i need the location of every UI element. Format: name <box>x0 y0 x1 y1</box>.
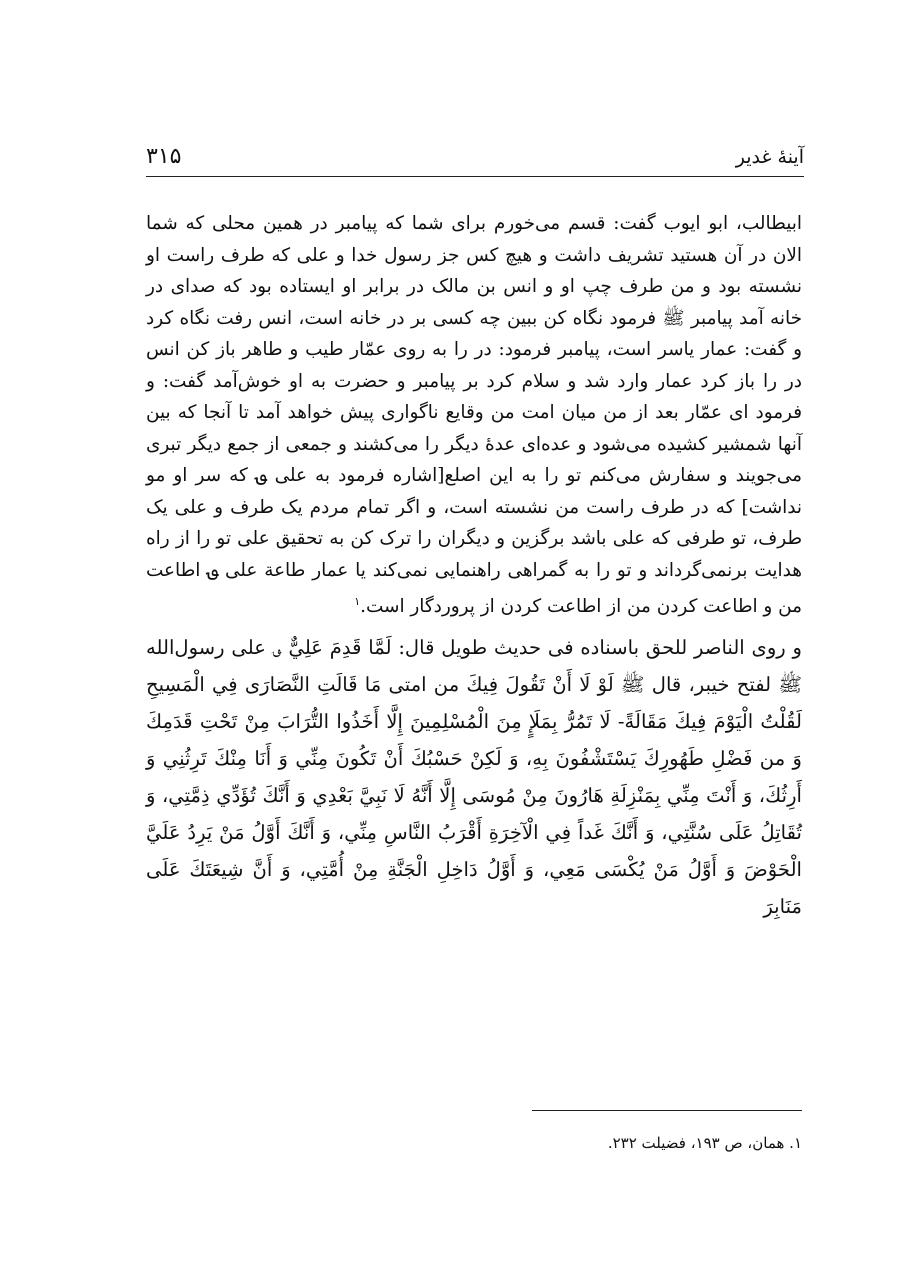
footnote-divider <box>532 1110 802 1111</box>
book-title: آینهٔ غدیر <box>735 146 804 168</box>
footnote: ۱. همان، ص ۱۹۳، فضیلت ۲۳۲. <box>607 1134 802 1152</box>
running-header <box>146 142 804 177</box>
page-number: ۳۱۵ <box>146 144 182 169</box>
paragraph-persian <box>146 208 802 623</box>
paragraph-text: و روی الناصر للحق باسناده فی حدیث طویل قال: لَمَّا قَدِمَ عَلِيٌّ ؈ علی رسول‌الله ﷺ لفتح خیبر، قال ﷺ لَوْ لَا أَنْ تَقُولَ فِيكَ من امتی مَا قَالَتِ النَّصَارَى فِي الْمَسِيحِ لَقُلْتُ الْيَوْمَ فِيكَ مَقَالَةً- لَا تَمُرُّ بِمَلَإٍ مِنَ الْمُسْلِمِينَ إِلَّا أَخَذُوا التُّرَابَ مِنْ تَحْتِ قَدَمِكَ وَ من فَضْلِ طَهُورِكَ يَسْتَشْفُونَ بِهِ، وَ لَكِنْ حَسْبُكَ أَنْ تَكُونَ مِنِّي وَ أَنَا مِنْكَ تَرِثُنِي وَ أَرِثُكَ، وَ أَنْتَ مِنِّي بِمَنْزِلَةِ هَارُونَ مِنْ مُوسَى إِلَّا أَنَّهُ لَا نَبِيَّ بَعْدِي وَ أَنَّكَ تُؤَدِّي ذِمَّتِي، وَ تُقَاتِلُ عَلَى سُنَّتِي، وَ أَنَّكَ غَداً فِي الْآخِرَةِ أَقْرَبُ النَّاسِ مِنِّي، وَ أَنَّكَ أَوَّلُ مَنْ يَرِدُ عَلَيَّ الْحَوْضَ وَ أَوَّلُ مَنْ يُكْسَى مَعِي، وَ أَوَّلُ دَاخِلِ الْجَنَّةِ مِنْ أُمَّتِي، وَ أَنَّ شِيعَتَكَ عَلَى مَنَابِرَ <box>146 635 802 918</box>
body-text <box>146 208 802 925</box>
paragraph-arabic <box>146 629 802 925</box>
paragraph-text: ابیطالب، ابو ایوب گفت: قسم می‌خورم برای شما که پیامبر در همین محلی که شما الان در آن هستید تشریف داشت و هیچ کس جز رسول خدا و علی که طرف راست او نشسته بود و من طرف چپ او و انس بن مالک در برابر او ایستاده بود که صدای در خانه آمد پیامبر ﷺ فرمود نگاه کن ببین چه کسی بر در خانه است، انس رفت نگاه کرد و گفت: عمار یاسر است، پیامبر فرمود: در را به روی عمّار طیب و طاهر باز کن انس در را باز کرد عمار وارد شد و سلام کرد بر پیامبر و حضرت به او خوش‌آمد گفت: و فرمود ای عمّار بعد از من میان امت من وقایع ناگواری پیش خواهد آمد تا آنجا که بین آنها شمشیر کشیده می‌شود و عده‌ای عدهٔ دیگر را می‌کشند و جمعی از جمع دیگر تبری می‌جویند و سفارش می‌کنم تو را به این اصلع[اشاره فرمود به علی ؈ که سر او مو نداشت] که در طرف راست من نشسته است، و اگر تمام مردم یک طرف و علی یک طرف، تو طرفی که علی باشد برگزین و دیگران را ترک کن به تحقیق علی تو را از راه هدایت برنمی‌گرداند و تو را به گمراهی راهنمایی نمی‌کند یا عمار طاعة علی ؈ اطاعت من و اطاعت کردن من از اطاعت کردن از پروردگار است. <box>146 213 802 618</box>
footnote-marker: ۱ <box>354 595 361 608</box>
